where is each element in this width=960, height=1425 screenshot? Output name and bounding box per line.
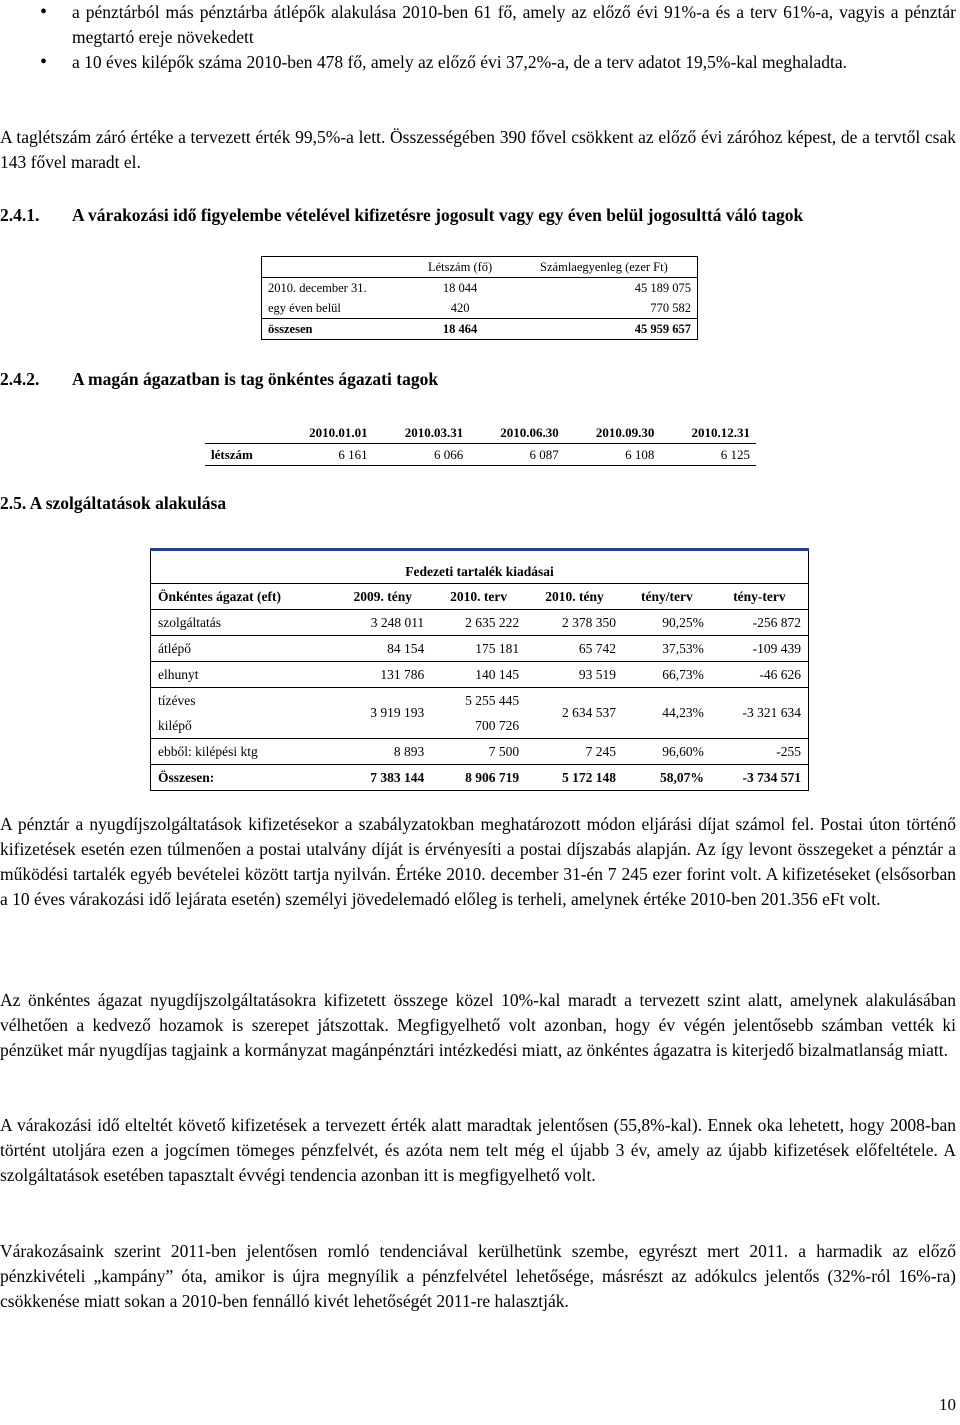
table-cell: 420 — [450, 300, 470, 315]
table-cell: 131 786 — [380, 666, 425, 682]
table-header-cell: 2010.06.30 — [500, 424, 559, 440]
section-number: 2.4.2. — [0, 369, 40, 389]
table-cell: 37,53% — [662, 640, 704, 656]
table-total-cell: 5 172 148 — [561, 769, 616, 785]
table-cell: 6 125 — [720, 446, 750, 462]
table-cell: 84 154 — [387, 640, 425, 656]
table-cell: ebből: kilépési ktg — [158, 743, 258, 759]
table-total-cell: -3 734 571 — [742, 769, 801, 785]
table-cell: 5 255 445 — [465, 692, 520, 708]
paragraph: A várakozási idő elteltét követő kifizetések a tervezett érték alatt maradtak jelentősen (55,8%-kal). Ennek oka lehetett, hogy 2008-ban történt utoljára ezen a jogcímen tömeges pénzfelvét, és azóta nem telt még el újabb 3 év, amely az újabb kifizetések előfeltétele. A szolgáltatások esetében tapasztalt évvégi tendencia azonban itt is megfigyelhető volt. — [0, 1115, 956, 1185]
table-cell: 8 893 — [393, 743, 425, 759]
table-header-cell: tény/terv — [641, 588, 693, 604]
table-waiting-members — [261, 256, 698, 340]
table-headcount — [205, 422, 756, 466]
table-header-cell: Számlaegyenleg (ezer Ft) — [511, 257, 698, 278]
table-cell: 6 087 — [529, 446, 559, 462]
table-cell: elhunyt — [158, 666, 199, 682]
table-header-cell: 2010. tény — [545, 588, 604, 604]
table-header-cell — [262, 257, 410, 278]
table-cell: 45 189 075 — [511, 278, 698, 299]
table-header-cell: 2010.03.31 — [404, 424, 464, 440]
table-cell: szolgáltatás — [158, 614, 221, 630]
table-cell: 18 464 — [442, 321, 478, 336]
table-header-cell: 2010. terv — [450, 588, 508, 604]
table-title: Fedezeti tartalék kiadásai — [405, 564, 554, 579]
paragraph: A pénztár a nyugdíjszolgáltatások kifizetésekor a szabályzatokban meghatározott módon eljárási díjat számol fel. Postai úton történő kifizetések esetén ezen túlmenően a postai utalvány díját is érvényesíti a postai díjszabás alapján. Az így levont összegeket a pénztár a működési tartalék egyéb bevételei között tartja nyilván. Értéke 2010. december 31-én 7 245 ezer forint volt. A kifizetéseket (elsősorban a 10 éves várakozási idő lejárata esetén) személyi jövedelemadó előleg is terheli, amelynek értéke 2010-ben 201.356 eFt volt. — [0, 814, 956, 909]
table-cell: 18 044 — [442, 280, 478, 295]
bullet-item: • a pénztárból más pénztárba átlépők alakulása 2010-ben 61 fő, amely az előző évi 91%-a és a terv 61%-a, vagyis a pénztár megtartó ereje növekedett — [40, 0, 956, 50]
bullet-list — [40, 0, 956, 75]
table-total-cell: 8 906 719 — [465, 769, 520, 785]
section-number: 2.4.1. — [0, 205, 40, 225]
paragraph-membership: A taglétszám záró értéke a tervezett érték 99,5%-a lett. Összességében 390 fővel csökkent az előző évi záróhoz képest, de a tervtől csak 143 fővel maradt el. — [0, 127, 956, 172]
table-cell: 2 378 350 — [561, 614, 616, 630]
table-cell: 2010. december 31. — [262, 278, 410, 299]
section-title: A szolgáltatások alakulása — [29, 493, 227, 513]
table-header-cell — [205, 422, 278, 444]
table-header-cell: 2009. tény — [353, 588, 412, 604]
table-cell: 7 245 — [585, 743, 616, 759]
table-cell: -3 321 634 — [742, 705, 801, 720]
table-cell: kilépő — [158, 717, 192, 733]
table-cell: 7 500 — [488, 743, 520, 759]
table-cell: 2 634 537 — [561, 705, 616, 720]
table-header-cell: tény-terv — [733, 588, 786, 604]
table-cell: 175 181 — [475, 640, 520, 656]
table-cell: 3 919 193 — [370, 705, 425, 720]
bullet-item: • a 10 éves kilépők száma 2010-ben 478 fő, amely az előző évi 37,2%-a, de a terv adatot 19,5%-kal meghaladta. — [40, 50, 956, 75]
table-cell: tízéves — [158, 692, 196, 708]
table-cell: 90,25% — [662, 614, 704, 630]
table-total-cell: Összesen: — [158, 769, 215, 785]
table-cell: -46 626 — [759, 666, 801, 682]
table-cell: 140 145 — [475, 666, 520, 682]
table-cell: egy éven belül — [262, 298, 410, 319]
table-cell: -255 — [776, 743, 801, 759]
table-cell: 93 519 — [578, 666, 616, 682]
table-cell: -256 872 — [752, 614, 801, 630]
paragraph: Az önkéntes ágazat nyugdíjszolgáltatásokra kifizetett összege közel 10%-kal maradt a tervezett szint alatt, amelynek alakulásában vélhetően a kedvező hozamok is szerepet játszottak. Megfigyelhető volt azonban, hogy év végén jelentősebb számban vették ki pénzüket már nyugdíjas tagjaink a kormányzat magánpénztári intézkedési miatt, az önkéntes ágazatra is kiterjedő bizalmatlanság miatt. — [0, 990, 956, 1060]
table-cell: 65 742 — [578, 640, 616, 656]
table-cell: 2 635 222 — [465, 614, 520, 630]
table-total-cell: 58,07% — [659, 769, 704, 785]
table-cell: 770 582 — [511, 298, 698, 319]
section-title: A magán ágazatban is tag önkéntes ágazati tagok — [72, 369, 439, 389]
table-cell: összesen — [262, 319, 410, 340]
table-total-cell: 7 383 144 — [370, 769, 425, 785]
heading-2-5 — [0, 491, 956, 516]
table-cell: átlépő — [158, 640, 191, 656]
table-cell: 700 726 — [475, 717, 520, 733]
paragraph: Várakozásaink szerint 2011-ben jelentősen romló tendenciával kerülhetünk szembe, egyrészt mert 2011. a harmadik az előző pénzkivételi „kampány” óta, amikor is újra megnyílik a pénzfelvétel lehetősége, másrészt az adókulcs jelentős (32%-ról 16%-ra) csökkenése miatt sokan a 2010-ben fennálló kivét lehetőségét 2011-re halasztják. — [0, 1241, 956, 1311]
heading-2-4-1 — [0, 203, 956, 228]
section-number: 2.5. — [0, 493, 27, 513]
table-cell: 45 959 657 — [511, 319, 698, 340]
section-title: A várakozási idő figyelembe vételével kifizetésre jogosult vagy egy éven belül jogosulttá váló tagok — [72, 205, 804, 225]
table-cell: létszám — [211, 446, 253, 462]
table-cell: -109 439 — [752, 640, 801, 656]
table-header-cell: Önkéntes ágazat (eft) — [158, 588, 281, 604]
table-header-cell: 2010.12.31 — [691, 424, 750, 440]
table-cell: 3 248 011 — [370, 614, 425, 630]
table-cell: 44,23% — [662, 705, 704, 720]
table-header-cell: 2010.09.30 — [595, 424, 655, 440]
page-number: 10 — [939, 1395, 956, 1414]
table-cell: 96,60% — [662, 743, 704, 759]
table-header-cell: Létszám (fő) — [427, 259, 493, 274]
table-header-cell: 2010.01.01 — [309, 424, 368, 440]
table-cell: 6 161 — [338, 446, 368, 462]
table-cell: 66,73% — [662, 666, 704, 682]
table-cell: 6 108 — [625, 446, 655, 462]
table-reserve-expenses — [150, 548, 809, 791]
table-cell: 6 066 — [433, 446, 464, 462]
